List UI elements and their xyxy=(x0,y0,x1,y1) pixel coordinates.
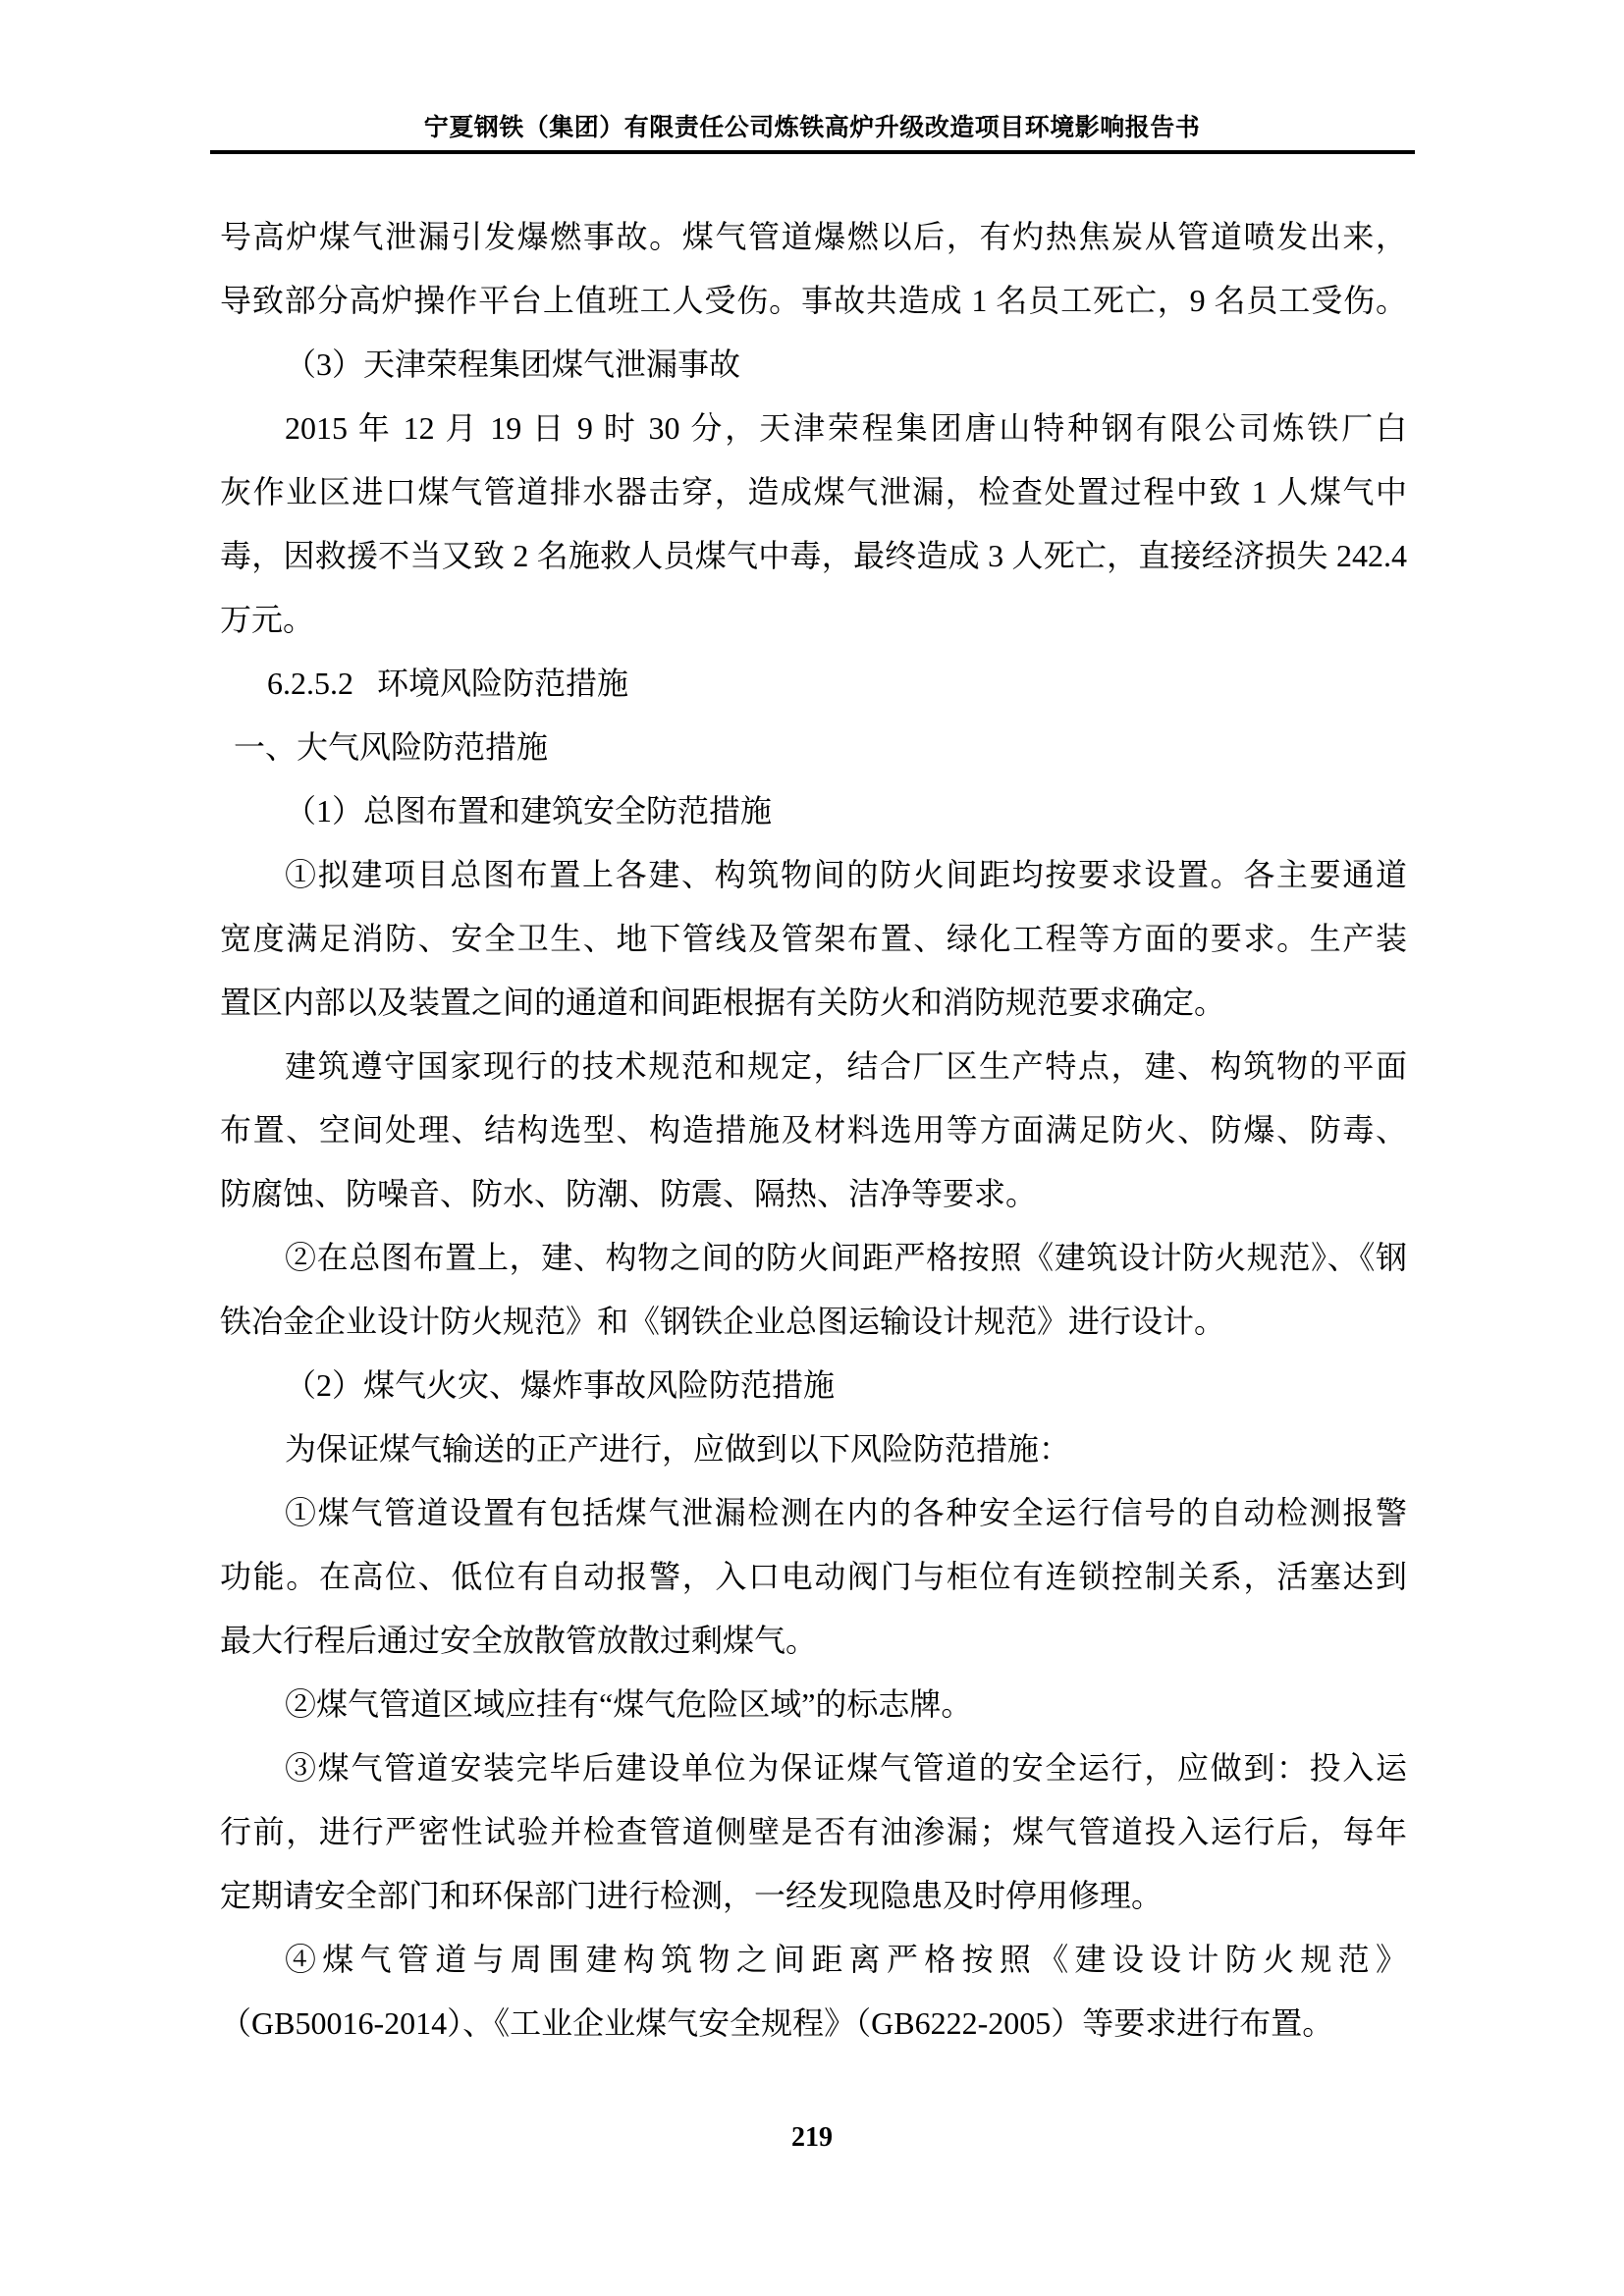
body-line: 2015 年 12 月 19 日 9 时 30 分，天津荣程集团唐山特种钢有限公司炼铁厂白 xyxy=(285,410,1407,446)
list-item-heading: （1）总图布置和建筑安全防范措施 xyxy=(285,793,773,828)
body-line: 为保证煤气输送的正产进行，应做到以下风险防范措施： xyxy=(285,1431,1071,1467)
section-subheading: 一、大气风险防范措施 xyxy=(234,729,549,765)
header-title: 宁夏钢铁（集团）有限责任公司炼铁高炉升级改造项目环境影响报告书 xyxy=(423,115,1201,141)
page-number: 219 xyxy=(791,2122,833,2153)
list-item-heading: （2）煤气火灾、爆炸事故风险防范措施 xyxy=(285,1367,836,1403)
body-line: 行前，进行严密性试验并检查管道侧壁是否有油渗漏；煤气管道投入运行后，每年 xyxy=(220,1814,1407,1849)
body-line: 最大行程后通过安全放散管放散过剩煤气。 xyxy=(220,1623,818,1658)
page-footer xyxy=(0,2118,1624,2158)
body-line: 防腐蚀、防噪音、防水、防潮、防震、隔热、洁净等要求。 xyxy=(220,1176,1038,1211)
body-line: 灰作业区进口煤气管道排水器击穿，造成煤气泄漏，检查处置过程中致 1 人煤气中 xyxy=(220,474,1407,509)
list-item-heading: （3）天津荣程集团煤气泄漏事故 xyxy=(285,347,741,382)
body-line: ②煤气管道区域应挂有“煤气危险区域”的标志牌。 xyxy=(285,1686,973,1722)
body-line: ③煤气管道安装完毕后建设单位为保证煤气管道的安全运行，应做到：投入运 xyxy=(285,1750,1407,1786)
body-line: 毒，因救援不当又致 2 名施救人员煤气中毒，最终造成 3 人死亡，直接经济损失 242.4 xyxy=(220,538,1407,573)
header-rule xyxy=(210,150,1415,154)
body-line: 导致部分高炉操作平台上值班工人受伤。事故共造成 1 名员工死亡，9 名员工受伤。 xyxy=(220,283,1407,318)
body-line: 建筑遵守国家现行的技术规范和规定，结合厂区生产特点，建、构筑物的平面 xyxy=(285,1048,1407,1084)
body-line: 宽度满足消防、安全卫生、地下管线及管架布置、绿化工程等方面的要求。生产装 xyxy=(220,921,1407,956)
body-line: ①拟建项目总图布置上各建、构筑物间的防火间距均按要求设置。各主要通道 xyxy=(285,857,1407,892)
body-line: ④煤气管道与周围建构筑物之间距离严格按照《建设设计防火规范》 xyxy=(285,1942,1407,1977)
body-line: ②在总图布置上，建、构物之间的防火间距严格按照《建筑设计防火规范》、《钢 xyxy=(285,1240,1407,1275)
body-line: 功能。在高位、低位有自动报警，入口电动阀门与柜位有连锁控制关系，活塞达到 xyxy=(220,1559,1407,1594)
document-body xyxy=(220,205,1407,2056)
body-line: 万元。 xyxy=(220,602,315,637)
body-line: 号高炉煤气泄漏引发爆燃事故。煤气管道爆燃以后，有灼热焦炭从管道喷发出来， xyxy=(220,219,1407,254)
section-heading: 6.2.5.2 环境风险防范措施 xyxy=(267,666,629,701)
page-header xyxy=(0,112,1624,145)
body-line: 置区内部以及装置之间的通道和间距根据有关防火和消防规范要求确定。 xyxy=(220,985,1226,1020)
body-line: 定期请安全部门和环保部门进行检测，一经发现隐患及时停用修理。 xyxy=(220,1878,1164,1913)
body-line: 布置、空间处理、结构选型、构造措施及材料选用等方面满足防火、防爆、防毒、 xyxy=(220,1112,1407,1148)
body-line: ①煤气管道设置有包括煤气泄漏检测在内的各种安全运行信号的自动检测报警 xyxy=(285,1495,1407,1530)
body-line: （GB50016-2014）、《工业企业煤气安全规程》（GB6222-2005）等要求进行布置。 xyxy=(220,2005,1334,2041)
body-line: 铁冶金企业设计防火规范》和《钢铁企业总图运输设计规范》进行设计。 xyxy=(220,1304,1226,1339)
